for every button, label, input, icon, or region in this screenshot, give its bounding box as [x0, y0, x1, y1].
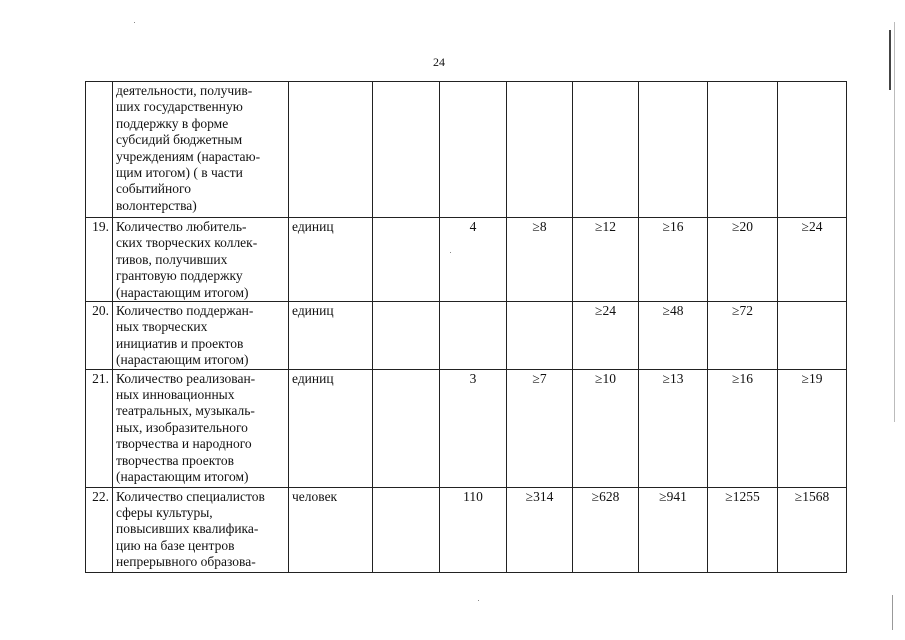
cell-v6	[778, 82, 847, 218]
cell-name: Количество любитель- ских творческих коллек- тивов, получивших грантовую поддержку (нарастающим итогом)	[113, 218, 289, 302]
cell-v3: ≥12	[573, 218, 639, 302]
cell-v3: ≥628	[573, 487, 639, 572]
cell-base	[373, 218, 440, 302]
cell-v3: ≥10	[573, 369, 639, 487]
cell-unit: человек	[289, 487, 373, 572]
cell-v3	[573, 82, 639, 218]
cell-v4: ≥13	[639, 369, 708, 487]
table-row	[86, 218, 847, 302]
cell-base	[373, 369, 440, 487]
cell-v2: ≥8	[507, 218, 573, 302]
cell-v1	[440, 302, 507, 370]
cell-name: Количество поддержан- ных творческих инициатив и проектов (нарастающим итогом)	[113, 302, 289, 370]
cell-v6: ≥1568	[778, 487, 847, 572]
cell-num: 20.	[86, 302, 113, 370]
scan-edge-line	[894, 22, 895, 422]
cell-v1: 3	[440, 369, 507, 487]
cell-num: 21.	[86, 369, 113, 487]
cell-num: 22.	[86, 487, 113, 572]
cell-v3: ≥24	[573, 302, 639, 370]
indicators-table	[85, 81, 847, 573]
cell-base	[373, 302, 440, 370]
cell-base	[373, 82, 440, 218]
cell-name: деятельности, получив- ших государственную поддержку в форме субсидий бюджетным учреждениям (нарастаю- щим итогом) ( в части событийного волонтерства)	[113, 82, 289, 218]
table-row	[86, 487, 847, 572]
cell-unit: единиц	[289, 302, 373, 370]
table-row	[86, 302, 847, 370]
cell-v4	[639, 82, 708, 218]
cell-name: Количество специалистов сферы культуры, повысивших квалифика- цию на базе центров непрерывного образова-	[113, 487, 289, 572]
scan-speck	[478, 600, 479, 601]
cell-v2	[507, 302, 573, 370]
table-row	[86, 82, 847, 218]
cell-base	[373, 487, 440, 572]
cell-v1: 110	[440, 487, 507, 572]
cell-v4: ≥941	[639, 487, 708, 572]
cell-name: Количество реализован- ных инновационных театральных, музыкаль- ных, изобразительного творчества и народного творчества проектов (нарастающим итогом)	[113, 369, 289, 487]
cell-v4: ≥16	[639, 218, 708, 302]
scan-edge-mark-bottom	[892, 595, 893, 630]
cell-v5	[708, 82, 778, 218]
cell-unit: единиц	[289, 369, 373, 487]
cell-num	[86, 82, 113, 218]
cell-v2: ≥314	[507, 487, 573, 572]
scan-edge-mark	[889, 30, 891, 90]
cell-num: 19.	[86, 218, 113, 302]
cell-v5: ≥72	[708, 302, 778, 370]
cell-v1: 4	[440, 218, 507, 302]
cell-v5: ≥20	[708, 218, 778, 302]
scan-speck	[134, 22, 135, 23]
cell-v5: ≥1255	[708, 487, 778, 572]
cell-v1	[440, 82, 507, 218]
cell-v6: ≥24	[778, 218, 847, 302]
cell-v6: ≥19	[778, 369, 847, 487]
cell-unit: единиц	[289, 218, 373, 302]
table-body	[86, 82, 847, 573]
cell-v6	[778, 302, 847, 370]
scan-speck	[450, 252, 451, 253]
page-number: 24	[433, 55, 445, 69]
cell-v4: ≥48	[639, 302, 708, 370]
cell-unit	[289, 82, 373, 218]
cell-v2: ≥7	[507, 369, 573, 487]
cell-v5: ≥16	[708, 369, 778, 487]
cell-v2	[507, 82, 573, 218]
table-row	[86, 369, 847, 487]
